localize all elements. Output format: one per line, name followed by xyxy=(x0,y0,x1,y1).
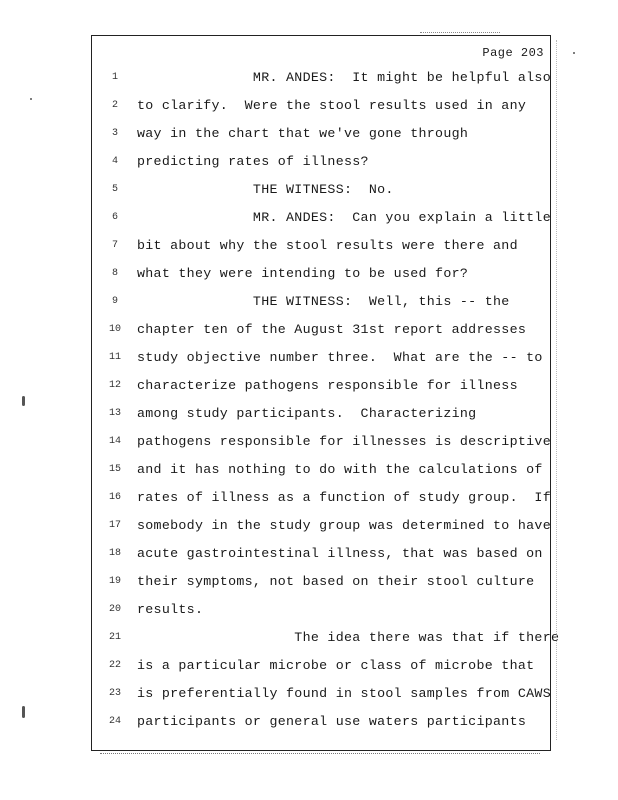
line-text: pathogens responsible for illnesses is descriptive xyxy=(137,434,551,449)
line-text: bit about why the stool results were there and xyxy=(137,238,518,253)
line-text: study objective number three. What are the -- to xyxy=(137,350,543,365)
line-number: 6 xyxy=(111,212,118,223)
line-number: 9 xyxy=(111,296,118,307)
line-text: among study participants. Characterizing xyxy=(137,406,477,421)
scan-speck xyxy=(573,52,575,54)
line-number: 4 xyxy=(111,156,118,167)
line-text: way in the chart that we've gone through xyxy=(137,126,469,141)
line-number: 14 xyxy=(108,436,121,447)
line-text: somebody in the study group was determined to have xyxy=(137,518,551,533)
scan-artifact-top xyxy=(420,32,500,35)
line-text: participants or general use waters participants xyxy=(137,714,527,729)
line-number: 11 xyxy=(108,352,121,363)
line-number: 18 xyxy=(108,548,121,559)
line-text: MR. ANDES: Can you explain a little xyxy=(137,210,551,225)
transcript-page xyxy=(91,35,560,751)
scan-speck xyxy=(22,706,25,718)
scan-artifact-right xyxy=(556,40,559,740)
line-text: and it has nothing to do with the calculations of xyxy=(137,462,543,477)
line-text: rates of illness as a function of study group. If xyxy=(137,490,551,505)
line-text: to clarify. Were the stool results used in any xyxy=(137,98,527,113)
line-number: 15 xyxy=(108,464,121,475)
scan-artifact-bottom xyxy=(100,753,540,757)
line-number: 5 xyxy=(111,184,118,195)
line-text: is a particular microbe or class of microbe that xyxy=(137,658,535,673)
line-text: The idea there was that if there xyxy=(137,630,560,645)
line-number: 1 xyxy=(111,72,118,83)
line-text: THE WITNESS: No. xyxy=(137,182,394,197)
line-text: THE WITNESS: Well, this -- the xyxy=(137,294,510,309)
line-number: 23 xyxy=(108,688,121,699)
line-text: characterize pathogens responsible for illness xyxy=(137,378,518,393)
line-number: 10 xyxy=(108,324,121,335)
line-text: what they were intending to be used for? xyxy=(137,266,469,281)
line-text: MR. ANDES: It might be helpful also xyxy=(137,70,551,85)
line-number: 24 xyxy=(108,716,121,727)
line-text: chapter ten of the August 31st report addresses xyxy=(137,322,527,337)
line-text: is preferentially found in stool samples from CAWS xyxy=(137,686,551,701)
line-number: 17 xyxy=(108,520,121,531)
line-number: 21 xyxy=(108,632,121,643)
line-text: results. xyxy=(137,602,204,617)
line-number: 8 xyxy=(111,268,118,279)
line-number: 16 xyxy=(108,492,121,503)
line-number: 12 xyxy=(108,380,121,391)
line-text: predicting rates of illness? xyxy=(137,154,369,169)
line-number: 2 xyxy=(111,100,118,111)
line-number: 13 xyxy=(108,408,121,419)
line-number: 7 xyxy=(111,240,118,251)
scan-speck xyxy=(30,98,32,100)
line-number: 3 xyxy=(111,128,118,139)
line-text: their symptoms, not based on their stool culture xyxy=(137,574,535,589)
line-number: 20 xyxy=(108,604,121,615)
page-number: Page 203 xyxy=(482,46,544,60)
line-number: 22 xyxy=(108,660,121,671)
scan-speck xyxy=(22,396,25,406)
line-text: acute gastrointestinal illness, that was based on xyxy=(137,546,543,561)
line-number: 19 xyxy=(108,576,121,587)
